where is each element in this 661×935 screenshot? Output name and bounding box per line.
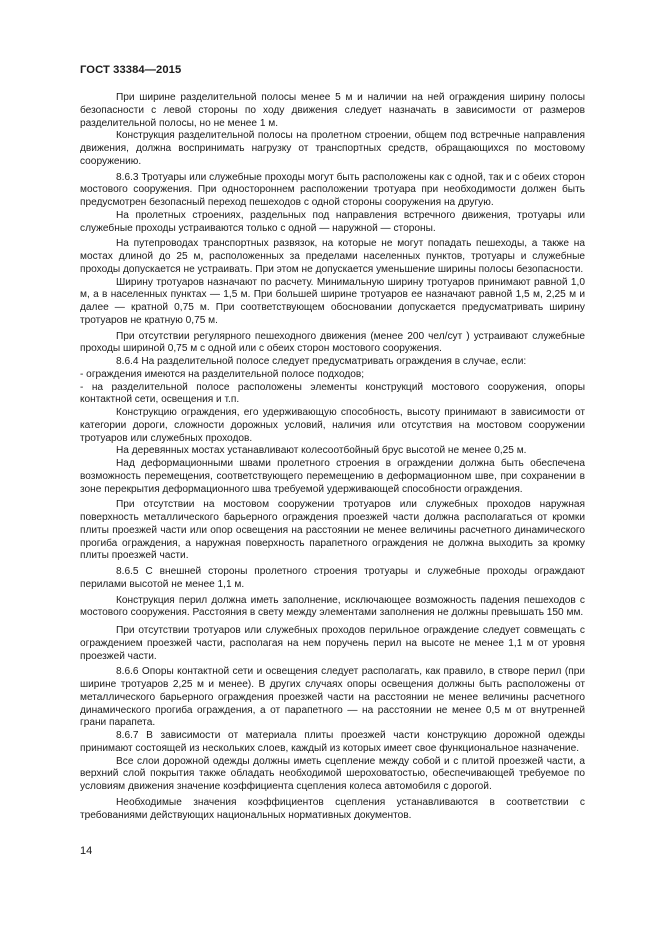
paragraph: 8.6.3 Тротуары или служебные проходы могут быть расположены как с одной, так и с обеих сторон мостового сооружения. При одностороннем расположении тротуара при необходимости должен быть предусмотрен безопасный переход пешеходов с одной стороны сооружения на другую. xyxy=(80,171,585,208)
paragraph: Конструкция перил должна иметь заполнение, исключающее возможность падения пешеходов с мостового сооружения. Расстояния в свету между элементами заполнения не должны превышать 150 мм. xyxy=(80,594,585,619)
paragraph: При отсутствии тротуаров или служебных проходов перильное ограждение следует совмещать с ограждением проезжей части, располагая на нем поручень перил на высоте не менее 1,1 м от уровня проезжей части. xyxy=(80,625,585,662)
paragraph: Над деформационными швами пролетного строения в ограждении должна быть обеспечена возможность перемещения, соответствующего перемещению в деформационном шве, при сохранении в зоне перекрытия деформационного шва требуемой удерживающей способности ограждения. xyxy=(80,458,585,495)
document-header: ГОСТ 33384—2015 xyxy=(80,64,182,76)
paragraph: На деревянных мостах устанавливают колесоотбойный брус высотой не менее 0,25 м. xyxy=(116,445,527,457)
document-body xyxy=(80,92,585,822)
paragraph: 8.6.4 На разделительной полосе следует предусматривать ограждения в случае, если: xyxy=(116,356,527,367)
page-number: 14 xyxy=(80,845,93,857)
paragraph: Необходимые значения коэффициентов сцепления устанавливаются в соответствии с требованиями действующих национальных нормативных документов. xyxy=(80,796,585,821)
list-item: - на разделительной полосе расположены элементы конструкций мостового сооружения, опоры контактной сети, освещения и т.п. xyxy=(80,381,585,406)
paragraph: При отсутствии на мостовом сооружении тротуаров или служебных проходов наружная поверхность металлического барьерного ограждения проезжей части должна располагаться от кромки плиты проезжей части или опор освещения на расстоянии не менее величины расчетного динамического прогиба ограждения, а наружная поверхность парапетного ограждения не должна выходить за кромку плиты проезжей части. xyxy=(80,499,585,562)
list-item: - ограждения имеются на разделительной полосе подходов; xyxy=(80,368,365,380)
paragraph: 8.6.6 Опоры контактной сети и освещения следует располагать, как правило, в створе перил (при ширине тротуаров 2,25 м и менее). В других случаях опоры освещения должны быть расположены от металлического барьерного ограждения проезжей части на расстоянии не менее величины расчетного динамического прогиба ограждения, а от парапетного — на расстоянии не менее 0,5 м от внутренней грани парапета. xyxy=(80,666,585,729)
paragraph: При отсутствии регулярного пешеходного движения (менее 200 чел/сут ) устраивают служебные проходы шириной 0,75 м с одной или с обеих сторон мостового сооружения. xyxy=(80,330,585,355)
paragraph: 8.6.5 С внешней стороны пролетного строения тротуары и служебные проходы ограждают перилами высотой не менее 1,1 м. xyxy=(80,566,585,590)
paragraph: На путепроводах транспортных развязок, на которые не могут попадать пешеходы, а также на мостах длиной до 25 м, расположенных за пределами населенных пунктов, тротуары и служебные проходы допускается не устраивать. При этом не допускается уменьшение ширины полосы безопасности. xyxy=(80,238,585,275)
paragraph: Ширину тротуаров назначают по расчету. Минимальную ширину тротуаров принимают равной 1,0 м, а в населенных пунктах — 1,5 м. При большей ширине тротуаров ее назначают равной 1,5 м, 2,25 м и далее — кратной 0,75 м. При соответствующем обосновании допускается предусматривать ширину тротуаров не кратную 0,75 м. xyxy=(80,276,585,326)
paragraph: При ширине разделительной полосы менее 5 м и наличии на ней ограждения ширину полосы безопасности с левой стороны по ходу движения следует назначать в зависимости от размеров разделительной полосы, но не менее 1 м. xyxy=(80,92,585,129)
paragraph: На пролетных строениях, раздельных под направления встречного движения, тротуары или служебные проходы устраиваются только с одной — наружной — стороны. xyxy=(80,209,585,234)
paragraph: Все слои дорожной одежды должны иметь сцепление между собой и с плитой проезжей части, а верхний слой покрытия также обладать необходимой шероховатостью, обеспечивающей требуемое по условиям движения значение коэффициента сцепления колеса автомобиля с дорогой. xyxy=(80,755,585,792)
paragraph: Конструкцию ограждения, его удерживающую способность, высоту принимают в зависимости от категории дороги, сложности дорожных условий, наличия или отсутствия на мостовом сооружении тротуаров или служебных проходов. xyxy=(80,407,585,444)
paragraph: 8.6.7 В зависимости от материала плиты проезжей части конструкцию дорожной одежды принимают состоящей из нескольких слоев, каждый из которых имеет свое функциональное назначение. xyxy=(80,730,585,754)
paragraph: Конструкция разделительной полосы на пролетном строении, общем под встречные направления движения, должна воспринимать нагрузку от транспортных средств, обращающихся по мостовому сооружению. xyxy=(80,130,585,167)
